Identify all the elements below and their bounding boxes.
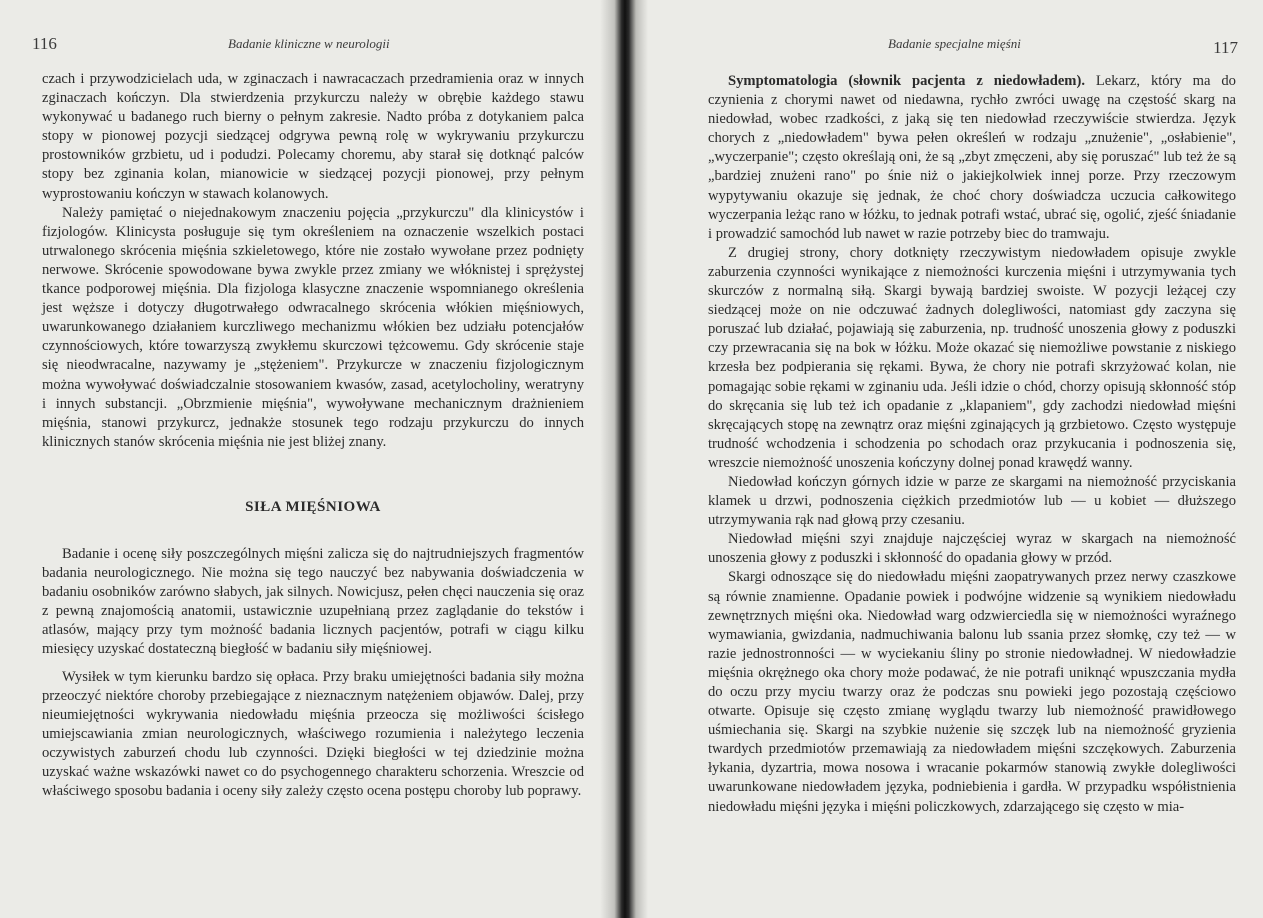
right-page-header	[888, 34, 1238, 56]
right-paragraph: Niedowład kończyn górnych idzie w parze ze skargami na niemożność przyciskania klamek u drzwi, podnoszenia ciężkich przedmiotów lub — u kobiet — dłuższego utrzymywania rąk nad głową przy czesaniu.	[708, 473, 1236, 529]
left-paragraph: czach i przywodzicielach uda, w zginaczach i nawracaczach przedramienia oraz w innych zginaczach kończyn. Dla stwierdzenia przykurczu należy w obrębie każdego stawu wykonywać u badanego ruch bierny o pełnym zakresie. Nadto próba z dotykaniem palca stopy w pionowej pozycji siedzącej odgrywa pewną rolę w wykrywaniu przykurczu prostowników grzbietu, ud i podudzi. Polecamy choremu, aby starał się dotknąć palców stopy bez zginania kolan, mianowicie w siedzącej pozycji pionowej, przy pełnym wyprostowaniu kończyn w stawach kolanowych.	[42, 71, 584, 202]
right-page	[628, 0, 1263, 918]
lead-paragraph-text: Lekarz, który ma do czynienia z chorymi nawet od niedawna, rychło zwróci uwagę na częstość skarg na niedowład, wobec rzadkości, z jaką się ten niedowład rzeczywiście stwierdza. Język chorych z „niedowładem" bywa pełen określeń w rodzaju „znużenie", „osłabienie", „wyczerpanie"; często określają oni, że są „zbyt zmęczeni, aby się poruszać" lub też że są „bardziej znużeni rano" po śnie niż o jakiejkolwiek innej porze. Przy rzeczowym wypytywaniu okazuje się jednak, że choć chory doświadcza uczucia całkowitego wyczerpania leżąc rano w łóżku, to jednak potrafi wstać, ubrać się, ogolić, zjeść śniadanie i prowadzić samochód lub nawet w razie potrzeby biec do tramwaju.	[708, 73, 1236, 242]
left-paragraph: Należy pamiętać o niejednakowym znaczeniu pojęcia „przykurczu" dla klinicystów i fizjologów. Klinicysta posługuje się tym określeniem na oznaczenie wszelkich postaci utrwalonego skrócenia mięśnia szkieletowego, które nie zostało wywołane przez podnięty nerwowe. Skrócenie spowodowane bywa zwykle przez zmiany we włóknistej i sprężystej tkance podporowej mięśnia. Dla fizjologa klasyczne znaczenie wspomnianego określenia jest węższe i dotyczy długotrwałego odwracalnego skrócenia włókien mięśniowych, uwarunkowanego działaniem kurczliwego mechanizmu włókien bez udziału potencjałów czynnościowych, które towarzyszą zwykłemu skurczowi tężcowemu. Gdy skrócenie staje się nieodwracalne, nazywamy je „stężeniem". Przykurcze w znaczeniu fizjologicznym można wywoływać doświadczalnie stosowaniem kwasów, zasad, acetylocholiny, weratryny i innych substancji. „Obrzmienie mięśnia", wywoływane mechanicznym drażnieniem mięśnia, stanowi przykurcz, jednakże stosunek tego rodzaju przykurczu do innych klinicznych stanów skrócenia mięśnia nie jest bliżej znany.	[42, 204, 584, 450]
left-page-number: 116	[32, 34, 57, 53]
left-page-body	[42, 70, 584, 801]
right-paragraph: Niedowład mięśni szyi znajduje najczęściej wyraz w skargach na niemożność unoszenia głowy z poduszki i skłonność do opadania głowy w przód.	[708, 531, 1236, 567]
book-gutter-shadow	[600, 0, 648, 918]
section-paragraph: Badanie i ocenę siły poszczególnych mięśni zalicza się do najtrudniejszych fragmentów badania neurologicznego. Nie można się tego nauczyć bez nabywania doświadczenia w badaniu osobników zarówno słabych, jak silnych. Nowicjusz, pełen chęci nauczenia się oraz z pewną znajomością anatomii, ustawicznie uzupełnianą przez zaglądanie do tekstów i atlasów, mający przy tym możność badania licznych pacjentów, potrafi w ciągu kilku miesięcy uzyskać dostateczną biegłość w badaniu siły mięśniowej.	[42, 545, 584, 658]
section-paragraph: Wysiłek w tym kierunku bardzo się opłaca. Przy braku umiejętności badania siły można przeoczyć niektóre choroby przebiegające z nieznacznym natężeniem objawów. Dalej, przy nieumiejętności wykrywania niedowładu mięśnia przeocza się możliwości ścisłego umiejscawiania zmian neurologicznych, właściwego rozumienia i należytego leczenia oczywistych zaburzeń chodu lub czynności. Dzięki biegłości w tej dziedzinie można uzyskać ważne wskazówki nawet co do psychogennego charakteru schorzenia. Wreszcie od właściwego sposobu badania i oceny siły zależy często ocena postępu choroby lub poprawy.	[42, 668, 584, 800]
right-running-head: Badanie specjalne mięśni	[888, 36, 1021, 51]
right-paragraph: Z drugiej strony, chory dotknięty rzeczywistym niedowładem opisuje zwykle zaburzenia czynności wynikające z niemożności kurczenia mięśni i utrzymywania tych skurczów z normalną siłą. Skargi bywają bardziej swoiste. W pozycji leżącej czy siedzącej może on nie odczuwać żadnych dolegliwości, natomiast gdy zaczyna się poruszać lub działać, pojawiają się zaburzenia, np. trudność unoszenia głowy z poduszki czy przewracania się na bok w łóżku. Może okazać się niemożliwe powstanie z niskiego krzesła bez podpierania się rękami. Bywa, że chory nie potrafi skrzyżować kolan, nie pomagając sobie rękami w zginaniu uda. Jeśli idzie o chód, chorzy opisują skłonność stóp do skręcania się lub też ich opadanie z „klapaniem", gdy zachodzi niedowład mięśni skręcających stopę na zewnątrz oraz mięśni zginających ją grzbietowo. Często występuje trudność wchodzenia i schodzenia po schodach oraz przykucania i podnoszenia się, wreszcie niemożność unoszenia kończyny dolnej ponad krawędź wanny.	[708, 244, 1236, 471]
lead-heading: Symptomatologia (słownik pacjenta z niedowładem).	[728, 73, 1085, 89]
section-title: SIŁA MIĘŚNIOWA	[245, 498, 381, 515]
right-page-body	[708, 72, 1236, 817]
left-running-head: Badanie kliniczne w neurologii	[228, 36, 390, 51]
right-paragraph	[708, 72, 1236, 244]
left-page	[0, 0, 618, 918]
left-page-header	[32, 34, 592, 56]
right-page-number: 117	[1213, 38, 1238, 57]
right-paragraph: Skargi odnoszące się do niedowładu mięśni zaopatrywanych przez nerwy czaszkowe są równie znamienne. Opadanie powiek i podwójne widzenie są wynikiem niedowładu zewnętrznych mięśni oka. Niedowład warg odzwierciedla się w niemożności wyraźnego wymawiania, gwizdania, nadmuchiwania balonu lub ssania przez słomkę, czy też — w razie jednostronności — w wyciekaniu śliny po stronie niedowładnej. W niedowładzie mięśnia okrężnego oka chory może podawać, że nie potrafi uniknąć wpuszczania mydła do oczu przy myciu twarzy oraz że podczas snu powieki jego pozostają częściowo otwarte. Opisuje się często zmianę wyglądu twarzy lub niemożność prawidłowego uśmiechania się. Skargi na szybkie nużenie się szczęk lub na niemożność gryzienia twardych przedmiotów przemawiają za niedowładem mięśni szczękowych. Zaburzenia łykania, dyzartria, mowa nosowa i wracanie pokarmów stanowią zwykłe dolegliwości uwarunkowane niedowładem języka, podniebienia i gardła. W przypadku współistnienia niedowładu mięśni języka i mięśni policzkowych, zdarzającego się często w mia-	[708, 569, 1236, 815]
